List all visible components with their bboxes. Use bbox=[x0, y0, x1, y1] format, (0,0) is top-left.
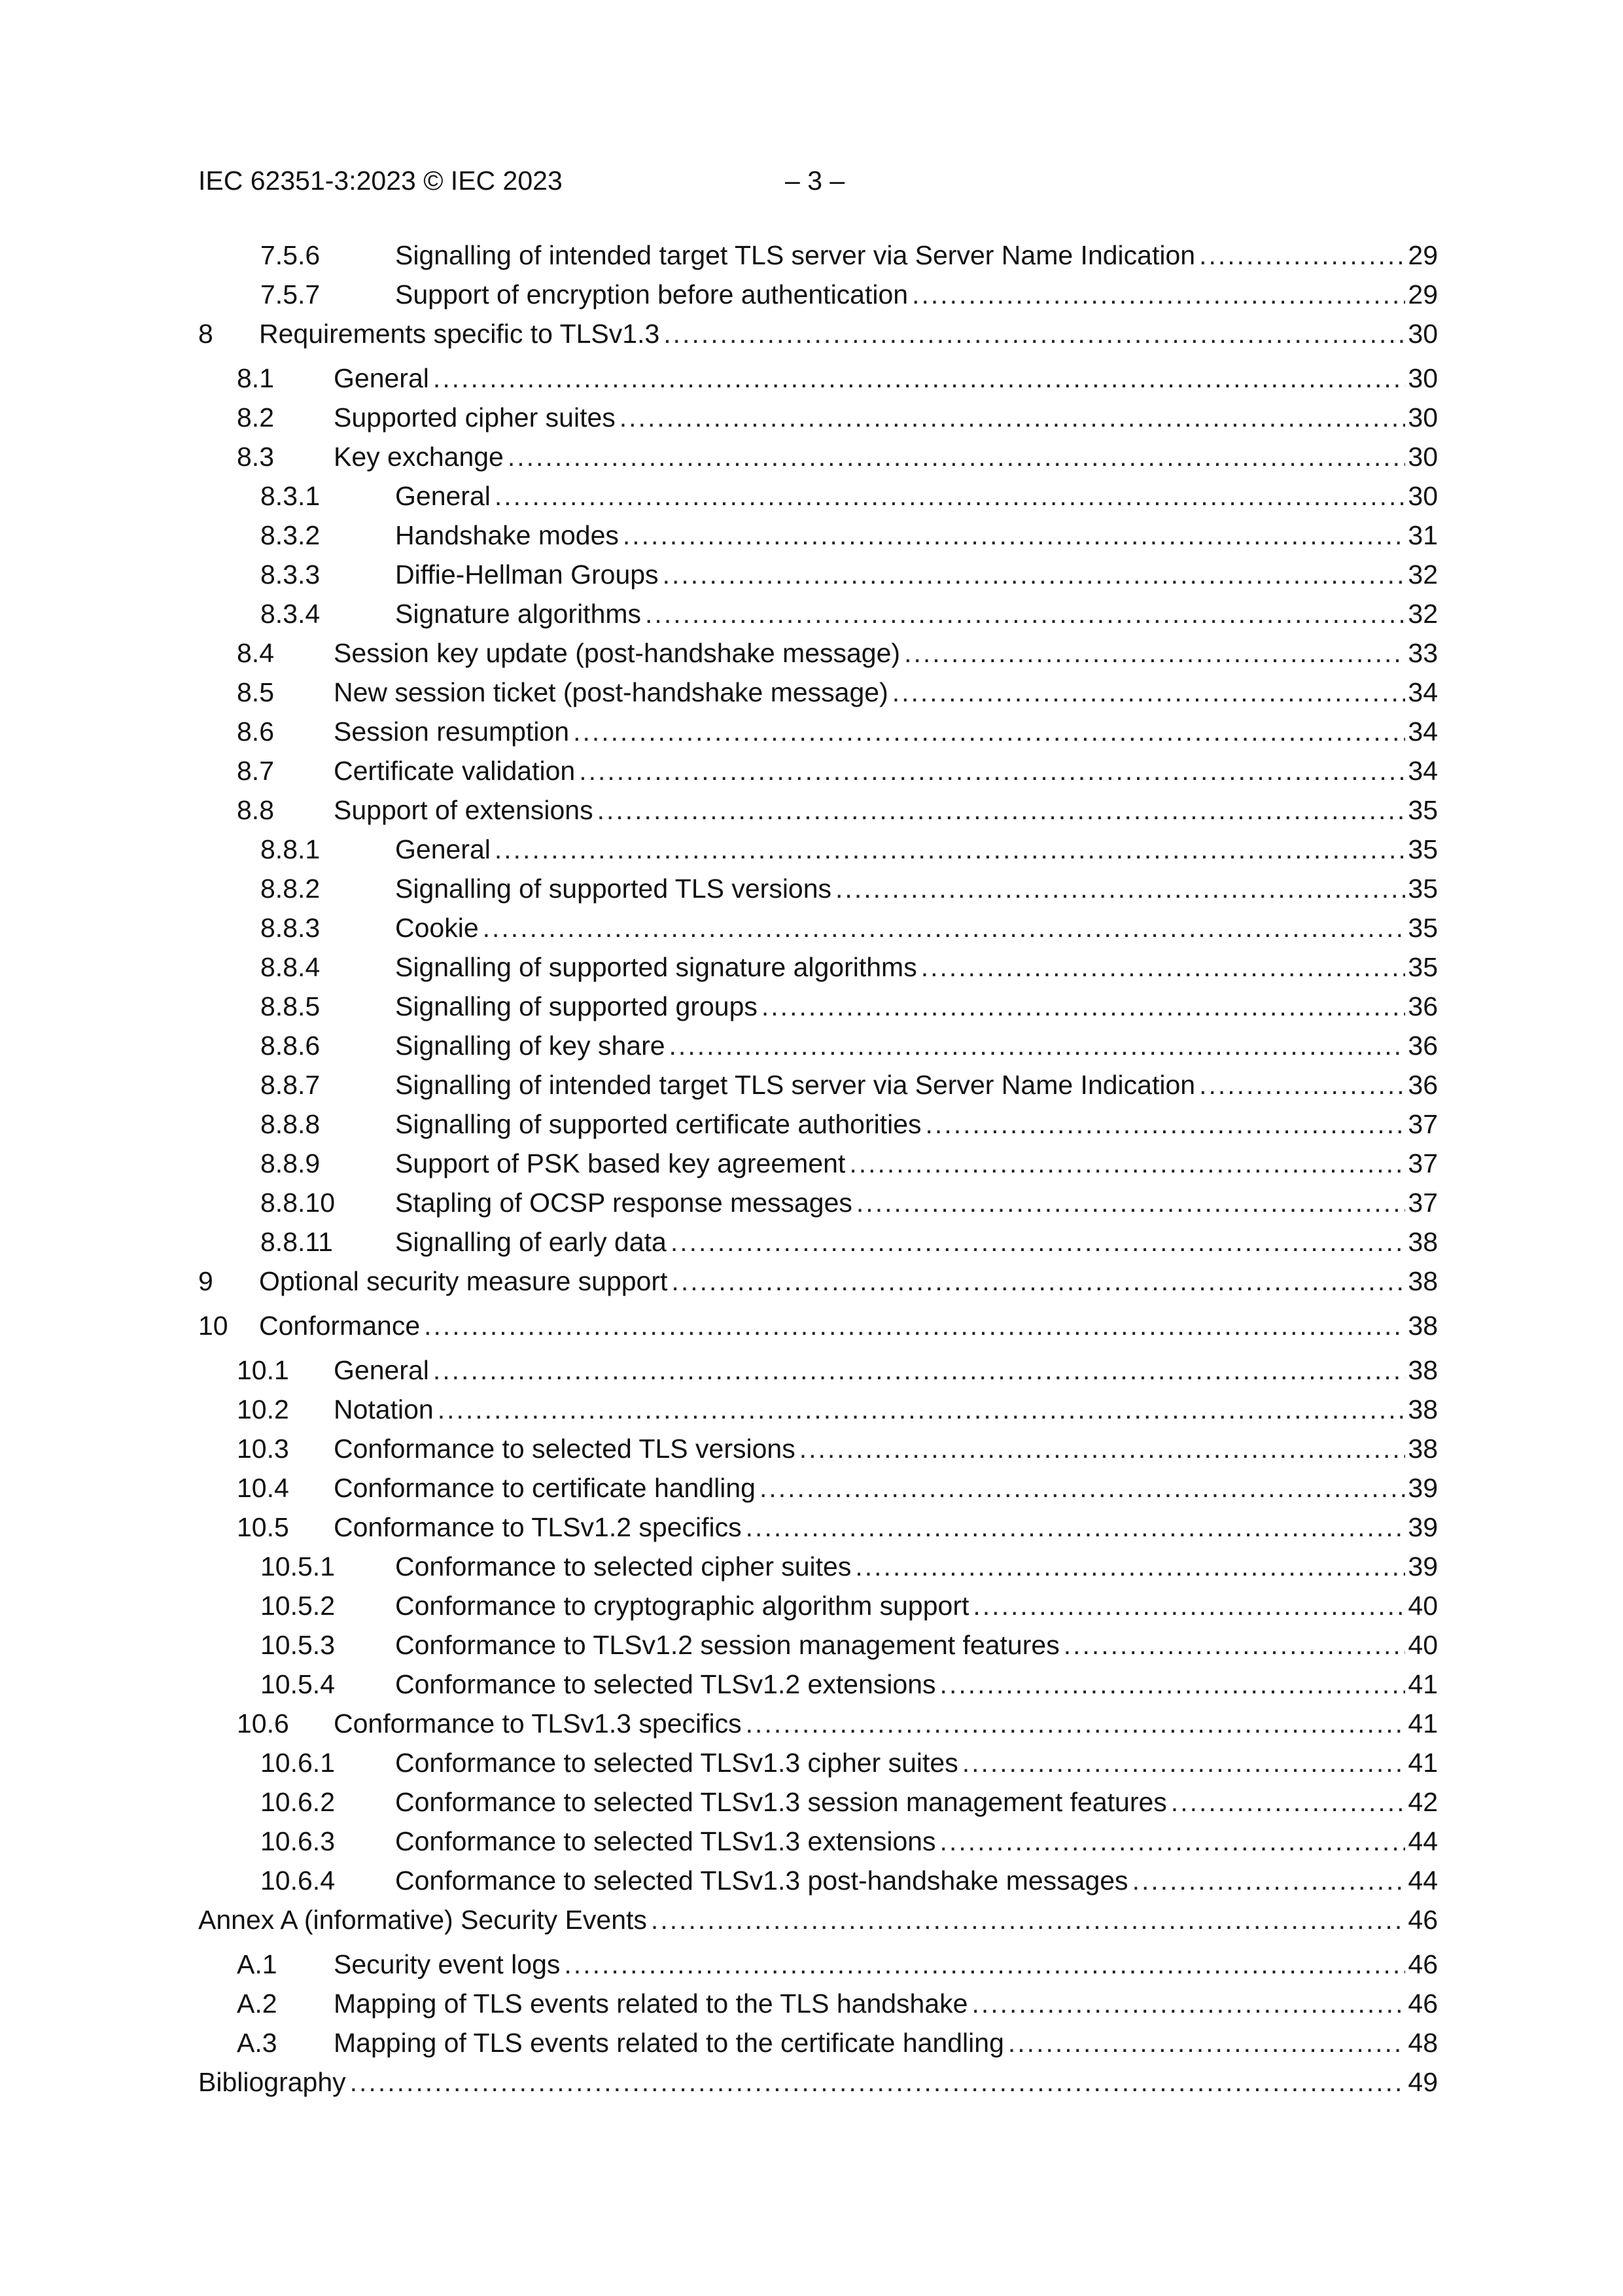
toc-entry-title: Signature algorithms bbox=[395, 599, 642, 629]
dot-leader bbox=[663, 314, 1405, 353]
toc-entry-title: Conformance to selected TLSv1.3 extensions bbox=[395, 1826, 936, 1856]
toc-entry-number: 10.6.1 bbox=[260, 1748, 335, 1778]
toc-entry-title: Security event logs bbox=[334, 1949, 561, 1979]
toc-entry-page: 49 bbox=[1408, 2067, 1438, 2097]
toc-entry-title: Conformance to TLSv1.2 specifics bbox=[334, 1512, 742, 1542]
dot-leader bbox=[597, 790, 1406, 830]
toc-entry-page: 38 bbox=[1408, 1227, 1438, 1257]
page-number: – 3 – bbox=[785, 166, 845, 196]
toc-entry-line bbox=[334, 1390, 1438, 1429]
toc-entry-number: 8.4 bbox=[237, 638, 274, 668]
toc-entry[interactable] bbox=[198, 1429, 1438, 1468]
toc-entry-line bbox=[395, 1861, 1438, 1900]
toc-entry-number: 10.6.4 bbox=[260, 1865, 335, 1896]
toc-entry[interactable] bbox=[198, 2023, 1438, 2062]
toc-entry[interactable] bbox=[198, 275, 1438, 314]
toc-entry[interactable] bbox=[198, 555, 1438, 594]
toc-entry-line bbox=[334, 2023, 1438, 2062]
toc-entry-page: 44 bbox=[1408, 1865, 1438, 1896]
toc-entry-page: 37 bbox=[1408, 1188, 1438, 1218]
toc-entry-page: 38 bbox=[1408, 1355, 1438, 1385]
dot-leader bbox=[904, 633, 1405, 673]
dot-leader bbox=[495, 476, 1406, 516]
dot-leader bbox=[508, 437, 1406, 476]
dot-leader bbox=[1199, 236, 1405, 275]
dot-leader bbox=[1171, 1782, 1406, 1822]
toc-entry-line bbox=[334, 1468, 1438, 1508]
toc-entry-title: Stapling of OCSP response messages bbox=[395, 1188, 852, 1218]
toc-entry-line bbox=[395, 1026, 1438, 1065]
toc-entry-title: Certificate validation bbox=[334, 756, 576, 786]
toc-entry-line bbox=[395, 830, 1438, 869]
toc-entry[interactable] bbox=[198, 1782, 1438, 1822]
toc-entry-title: Bibliography bbox=[198, 2067, 346, 2097]
toc-entry[interactable] bbox=[198, 1508, 1438, 1547]
toc-entry-page: 46 bbox=[1408, 1949, 1438, 1979]
toc-entry[interactable] bbox=[198, 1861, 1438, 1900]
toc-entry-number: 10.5.2 bbox=[260, 1591, 335, 1621]
toc-entry[interactable] bbox=[198, 987, 1438, 1026]
toc-entry[interactable] bbox=[198, 1262, 1438, 1301]
toc-entry-number: A.1 bbox=[237, 1949, 277, 1979]
toc-entry-title: Signalling of early data bbox=[395, 1227, 667, 1257]
toc-entry-number: 8.3.2 bbox=[260, 520, 321, 550]
toc-entry-line bbox=[395, 1625, 1438, 1665]
toc-entry-line bbox=[395, 869, 1438, 908]
toc-entry[interactable] bbox=[198, 1743, 1438, 1782]
toc-entry-line bbox=[334, 1984, 1438, 2023]
toc-entry-page: 40 bbox=[1408, 1591, 1438, 1621]
toc-entry-page: 37 bbox=[1408, 1148, 1438, 1178]
toc-entry-line bbox=[334, 633, 1438, 673]
toc-entry-line bbox=[334, 790, 1438, 830]
toc-entry-page: 44 bbox=[1408, 1826, 1438, 1856]
toc-entry-page: 32 bbox=[1408, 599, 1438, 629]
toc-entry-line bbox=[395, 947, 1438, 987]
toc-entry-title: General bbox=[395, 834, 491, 864]
toc-entry-number: 10.5.1 bbox=[260, 1551, 335, 1581]
toc-entry[interactable] bbox=[198, 1984, 1438, 2023]
toc-entry[interactable] bbox=[198, 1900, 1438, 1939]
dot-leader bbox=[761, 987, 1406, 1026]
toc-entry[interactable] bbox=[198, 790, 1438, 830]
toc-entry-title: New session ticket (post-handshake message) bbox=[334, 677, 888, 707]
toc-entry-number: 10.5 bbox=[237, 1512, 289, 1542]
toc-entry-page: 39 bbox=[1408, 1473, 1438, 1503]
toc-entry-line bbox=[334, 437, 1438, 476]
dot-leader bbox=[651, 1900, 1405, 1939]
toc-entry[interactable] bbox=[198, 751, 1438, 790]
dot-leader bbox=[1199, 1065, 1405, 1104]
toc-entry-page: 35 bbox=[1408, 795, 1438, 825]
toc-entry-title: Conformance to certificate handling bbox=[334, 1473, 756, 1503]
toc-entry-number: A.3 bbox=[237, 2028, 277, 2058]
toc-entry-line bbox=[395, 1782, 1438, 1822]
dot-leader bbox=[433, 359, 1406, 398]
toc-entry-line bbox=[334, 1508, 1438, 1547]
toc-entry-number: 8.8.5 bbox=[260, 991, 321, 1021]
dot-leader bbox=[973, 1586, 1405, 1625]
document-id: IEC 62351-3:2023 © IEC 2023 bbox=[198, 166, 563, 196]
toc-entry-number: 10.2 bbox=[237, 1394, 289, 1424]
dot-leader bbox=[855, 1547, 1405, 1586]
toc-entry[interactable] bbox=[198, 314, 1438, 353]
toc-entry-title: General bbox=[334, 363, 429, 393]
toc-entry-number: 8.8.9 bbox=[260, 1148, 321, 1178]
toc-entry-page: 30 bbox=[1408, 481, 1438, 511]
toc-entry-page: 39 bbox=[1408, 1551, 1438, 1581]
toc-entry-title: Signalling of supported certificate authorities bbox=[395, 1109, 922, 1139]
toc-entry-line bbox=[334, 1945, 1438, 1984]
toc-entry-title: Conformance to selected TLS versions bbox=[334, 1434, 795, 1464]
toc-entry-page: 38 bbox=[1408, 1394, 1438, 1424]
dot-leader bbox=[1132, 1861, 1406, 1900]
toc-entry-number: 8.3.3 bbox=[260, 559, 321, 590]
toc-entry-line bbox=[395, 1183, 1438, 1222]
dot-leader bbox=[350, 2062, 1406, 2102]
toc-entry-line bbox=[198, 1900, 1438, 1939]
toc-entry-line bbox=[395, 1547, 1438, 1586]
toc-entry-line bbox=[395, 1222, 1438, 1262]
toc-entry-page: 46 bbox=[1408, 1988, 1438, 2019]
toc-entry-title: Signalling of supported groups bbox=[395, 991, 758, 1021]
toc-entry[interactable] bbox=[198, 236, 1438, 275]
dot-leader bbox=[892, 673, 1406, 712]
toc-entry-page: 35 bbox=[1408, 913, 1438, 943]
toc-entry-title: Conformance to selected TLSv1.3 post-handshake messages bbox=[395, 1865, 1128, 1896]
toc-entry-number: 8.3 bbox=[237, 442, 274, 472]
toc-entry-page: 38 bbox=[1408, 1434, 1438, 1464]
toc-entry-number: 7.5.7 bbox=[260, 279, 321, 309]
toc-entry-number: 8.8.3 bbox=[260, 913, 321, 943]
dot-leader bbox=[669, 1026, 1406, 1065]
toc-entry-line bbox=[395, 1065, 1438, 1104]
toc-entry-title: Conformance to TLSv1.3 specifics bbox=[334, 1708, 742, 1739]
toc-entry[interactable] bbox=[198, 869, 1438, 908]
toc-entry-number: 8.6 bbox=[237, 716, 274, 747]
toc-entry[interactable] bbox=[198, 1351, 1438, 1390]
toc-entry-line bbox=[395, 555, 1438, 594]
toc-entry-number: 9 bbox=[198, 1266, 213, 1296]
toc-entry[interactable] bbox=[198, 1945, 1438, 1984]
toc-entry[interactable] bbox=[198, 1704, 1438, 1743]
toc-entry-page: 30 bbox=[1408, 402, 1438, 433]
toc-entry[interactable] bbox=[198, 1144, 1438, 1183]
toc-entry-title: General bbox=[395, 481, 491, 511]
toc-entry-number: 8.1 bbox=[237, 363, 274, 393]
toc-entry-page: 40 bbox=[1408, 1630, 1438, 1660]
dot-leader bbox=[663, 555, 1406, 594]
dot-leader bbox=[835, 869, 1405, 908]
toc-entry-line bbox=[334, 712, 1438, 751]
toc-entry-line bbox=[259, 1306, 1438, 1345]
toc-entry-line bbox=[334, 398, 1438, 437]
toc-entry[interactable] bbox=[198, 1222, 1438, 1262]
toc-entry-page: 30 bbox=[1408, 319, 1438, 349]
toc-entry-number: 8.8.8 bbox=[260, 1109, 321, 1139]
toc-entry-page: 34 bbox=[1408, 756, 1438, 786]
toc-entry-page: 41 bbox=[1408, 1708, 1438, 1739]
dot-leader bbox=[671, 1222, 1406, 1262]
toc-entry[interactable] bbox=[198, 1665, 1438, 1704]
toc-entry[interactable] bbox=[198, 673, 1438, 712]
toc-entry-title: Conformance to selected TLSv1.3 session management features bbox=[395, 1787, 1167, 1817]
toc-entry-number: 8.7 bbox=[237, 756, 274, 786]
toc-entry-number: 10.5.4 bbox=[260, 1669, 335, 1699]
toc-entry-number: 10.4 bbox=[237, 1473, 289, 1503]
toc-entry-title: Signalling of supported TLS versions bbox=[395, 874, 832, 904]
toc-entry-page: 36 bbox=[1408, 991, 1438, 1021]
toc-entry-page: 41 bbox=[1408, 1748, 1438, 1778]
toc-entry[interactable] bbox=[198, 359, 1438, 398]
toc-entry-title: Support of extensions bbox=[334, 795, 593, 825]
dot-leader bbox=[921, 947, 1406, 987]
dot-leader bbox=[962, 1743, 1406, 1782]
toc-entry-title: Requirements specific to TLSv1.3 bbox=[259, 319, 660, 349]
toc-entry-number: 8.3.4 bbox=[260, 599, 321, 629]
toc-entry-number: 10.6 bbox=[237, 1708, 289, 1739]
toc-entry-line bbox=[395, 987, 1438, 1026]
toc-entry-page: 36 bbox=[1408, 1031, 1438, 1061]
toc-entry-title: Signalling of intended target TLS server via Server Name Indication bbox=[395, 1070, 1196, 1100]
toc-entry-number: A.2 bbox=[237, 1988, 277, 2019]
toc-entry-page: 33 bbox=[1408, 638, 1438, 668]
toc-entry-title: Notation bbox=[334, 1394, 434, 1424]
toc-entry-page: 48 bbox=[1408, 2028, 1438, 2058]
dot-leader bbox=[433, 1351, 1406, 1390]
toc-entry-line bbox=[334, 1429, 1438, 1468]
toc-entry-line bbox=[395, 1822, 1438, 1861]
toc-entry-page: 35 bbox=[1408, 834, 1438, 864]
dot-leader bbox=[623, 516, 1406, 555]
toc-entry-number: 10 bbox=[198, 1311, 228, 1341]
toc-entry-page: 31 bbox=[1408, 520, 1438, 550]
toc-entry[interactable] bbox=[198, 633, 1438, 673]
toc-entry-page: 38 bbox=[1408, 1266, 1438, 1296]
toc-entry[interactable] bbox=[198, 1065, 1438, 1104]
toc-entry[interactable] bbox=[198, 1625, 1438, 1665]
toc-entry-title: Cookie bbox=[395, 913, 479, 943]
toc-entry-number: 8.8 bbox=[237, 795, 274, 825]
toc-entry-number: 7.5.6 bbox=[260, 240, 321, 270]
toc-entry-page: 37 bbox=[1408, 1109, 1438, 1139]
toc-entry-line bbox=[395, 908, 1438, 947]
toc-entry[interactable] bbox=[198, 1390, 1438, 1429]
toc-entry[interactable] bbox=[198, 908, 1438, 947]
toc-entry-line bbox=[334, 1351, 1438, 1390]
toc-entry[interactable] bbox=[198, 1586, 1438, 1625]
toc-entry-line bbox=[395, 1743, 1438, 1782]
toc-entry-line bbox=[259, 1262, 1438, 1301]
toc-entry-number: 8.8.4 bbox=[260, 952, 321, 982]
toc-entry-title: Diffie-Hellman Groups bbox=[395, 559, 659, 590]
toc-entry-page: 42 bbox=[1408, 1787, 1438, 1817]
toc-entry[interactable] bbox=[198, 1822, 1438, 1861]
toc-entry[interactable] bbox=[198, 1104, 1438, 1144]
toc-entry-title: Conformance to selected cipher suites bbox=[395, 1551, 852, 1581]
toc-entry-page: 32 bbox=[1408, 559, 1438, 590]
toc-entry-title: Supported cipher suites bbox=[334, 402, 616, 433]
dot-leader bbox=[971, 1984, 1405, 2023]
toc-entry-line bbox=[395, 594, 1438, 633]
toc-entry-title: Session resumption bbox=[334, 716, 570, 747]
dot-leader bbox=[940, 1665, 1406, 1704]
dot-leader bbox=[438, 1390, 1406, 1429]
toc-entry-number: 8.2 bbox=[237, 402, 274, 433]
toc-entry-title: Conformance bbox=[259, 1311, 421, 1341]
toc-entry-number: 8 bbox=[198, 319, 213, 349]
toc-entry-line bbox=[395, 1104, 1438, 1144]
dot-leader bbox=[746, 1704, 1406, 1743]
dot-leader bbox=[926, 1104, 1406, 1144]
toc-entry-number: 10.3 bbox=[237, 1434, 289, 1464]
toc-entry-line bbox=[395, 1665, 1438, 1704]
toc-entry-number: 8.3.1 bbox=[260, 481, 321, 511]
toc-entry-page: 34 bbox=[1408, 677, 1438, 707]
toc-entry-page: 30 bbox=[1408, 442, 1438, 472]
toc-entry-title: Support of PSK based key agreement bbox=[395, 1148, 846, 1178]
toc-entry[interactable] bbox=[198, 1547, 1438, 1586]
toc-entry-number: 10.5.3 bbox=[260, 1630, 335, 1660]
dot-leader bbox=[912, 275, 1405, 314]
toc-entry[interactable] bbox=[198, 1306, 1438, 1345]
toc-entry-number: 8.8.1 bbox=[260, 834, 321, 864]
toc-entry[interactable] bbox=[198, 712, 1438, 751]
toc-entry-line bbox=[395, 476, 1438, 516]
toc-entry-title: Session key update (post-handshake message) bbox=[334, 638, 901, 668]
toc-entry-title: Key exchange bbox=[334, 442, 504, 472]
dot-leader bbox=[940, 1822, 1406, 1861]
dot-leader bbox=[564, 1945, 1405, 1984]
toc-entry[interactable] bbox=[198, 1183, 1438, 1222]
dot-leader bbox=[759, 1468, 1405, 1508]
toc-entry-number: 8.8.7 bbox=[260, 1070, 321, 1100]
toc-entry-line bbox=[395, 516, 1438, 555]
toc-entry-title: Signalling of key share bbox=[395, 1031, 665, 1061]
toc-entry-page: 29 bbox=[1408, 279, 1438, 309]
dot-leader bbox=[1008, 2023, 1406, 2062]
dot-leader bbox=[849, 1144, 1405, 1183]
dot-leader bbox=[746, 1508, 1406, 1547]
toc-entry-title: Mapping of TLS events related to the TLS handshake bbox=[334, 1988, 968, 2019]
toc-entry-line bbox=[334, 751, 1438, 790]
toc-entry-page: 35 bbox=[1408, 952, 1438, 982]
dot-leader bbox=[671, 1262, 1405, 1301]
toc-entry-number: 10.6.2 bbox=[260, 1787, 335, 1817]
toc-entry-number: 8.5 bbox=[237, 677, 274, 707]
toc-entry-page: 35 bbox=[1408, 874, 1438, 904]
toc-entry[interactable] bbox=[198, 1026, 1438, 1065]
toc-entry-title: Annex A (informative) Security Events bbox=[198, 1905, 647, 1935]
dot-leader bbox=[579, 751, 1405, 790]
dot-leader bbox=[645, 594, 1405, 633]
toc-entry-number: 10.6.3 bbox=[260, 1826, 335, 1856]
toc-entry[interactable] bbox=[198, 398, 1438, 437]
toc-entry-page: 41 bbox=[1408, 1669, 1438, 1699]
toc-entry-line bbox=[198, 2062, 1438, 2102]
dot-leader bbox=[495, 830, 1406, 869]
toc-entry-page: 39 bbox=[1408, 1512, 1438, 1542]
toc-entry[interactable] bbox=[198, 1468, 1438, 1508]
toc-entry-title: Conformance to selected TLSv1.2 extensions bbox=[395, 1669, 936, 1699]
toc-entry-title: Support of encryption before authentication bbox=[395, 279, 909, 309]
toc-entry[interactable] bbox=[198, 2062, 1438, 2102]
dot-leader bbox=[483, 908, 1406, 947]
dot-leader bbox=[573, 712, 1405, 751]
toc-entry-title: Signalling of intended target TLS server via Server Name Indication bbox=[395, 240, 1196, 270]
toc-entry[interactable] bbox=[198, 830, 1438, 869]
toc-entry-line bbox=[395, 236, 1438, 275]
toc-entry-title: Signalling of supported signature algorithms bbox=[395, 952, 917, 982]
toc-entry-line bbox=[395, 1144, 1438, 1183]
toc-entry[interactable] bbox=[198, 947, 1438, 987]
toc-entry-page: 34 bbox=[1408, 716, 1438, 747]
dot-leader bbox=[620, 398, 1406, 437]
toc-entry-page: 46 bbox=[1408, 1905, 1438, 1935]
page-header bbox=[198, 161, 1441, 200]
toc-entry-title: Optional security measure support bbox=[259, 1266, 668, 1296]
toc-entry-title: Conformance to cryptographic algorithm support bbox=[395, 1591, 969, 1621]
toc-entry-number: 10.1 bbox=[237, 1355, 289, 1385]
toc-entry-title: Mapping of TLS events related to the certificate handling bbox=[334, 2028, 1004, 2058]
dot-leader bbox=[1064, 1625, 1406, 1665]
toc-entry-number: 8.8.10 bbox=[260, 1188, 335, 1218]
dot-leader bbox=[424, 1306, 1405, 1345]
toc-entry-title: Conformance to selected TLSv1.3 cipher suites bbox=[395, 1748, 958, 1778]
toc-entry[interactable] bbox=[198, 594, 1438, 633]
toc-entry-line bbox=[334, 359, 1438, 398]
toc-entry-line bbox=[334, 673, 1438, 712]
toc-entry-number: 8.8.6 bbox=[260, 1031, 321, 1061]
toc-entry-title: General bbox=[334, 1355, 429, 1385]
toc-entry[interactable] bbox=[198, 437, 1438, 476]
dot-leader bbox=[856, 1183, 1405, 1222]
dot-leader bbox=[799, 1429, 1406, 1468]
toc-entry[interactable] bbox=[198, 476, 1438, 516]
toc-entry-line bbox=[395, 1586, 1438, 1625]
toc-entry-line bbox=[334, 1704, 1438, 1743]
toc-entry-page: 36 bbox=[1408, 1070, 1438, 1100]
toc-entry-line bbox=[259, 314, 1438, 353]
toc-entry-page: 29 bbox=[1408, 240, 1438, 270]
toc-entry-page: 38 bbox=[1408, 1311, 1438, 1341]
toc-entry[interactable] bbox=[198, 516, 1438, 555]
toc-entry-number: 8.8.11 bbox=[260, 1227, 333, 1257]
toc-entry-number: 8.8.2 bbox=[260, 874, 321, 904]
toc-entry-line bbox=[395, 275, 1438, 314]
toc-entry-page: 30 bbox=[1408, 363, 1438, 393]
toc-entry-title: Handshake modes bbox=[395, 520, 619, 550]
toc-entry-title: Conformance to TLSv1.2 session management features bbox=[395, 1630, 1060, 1660]
